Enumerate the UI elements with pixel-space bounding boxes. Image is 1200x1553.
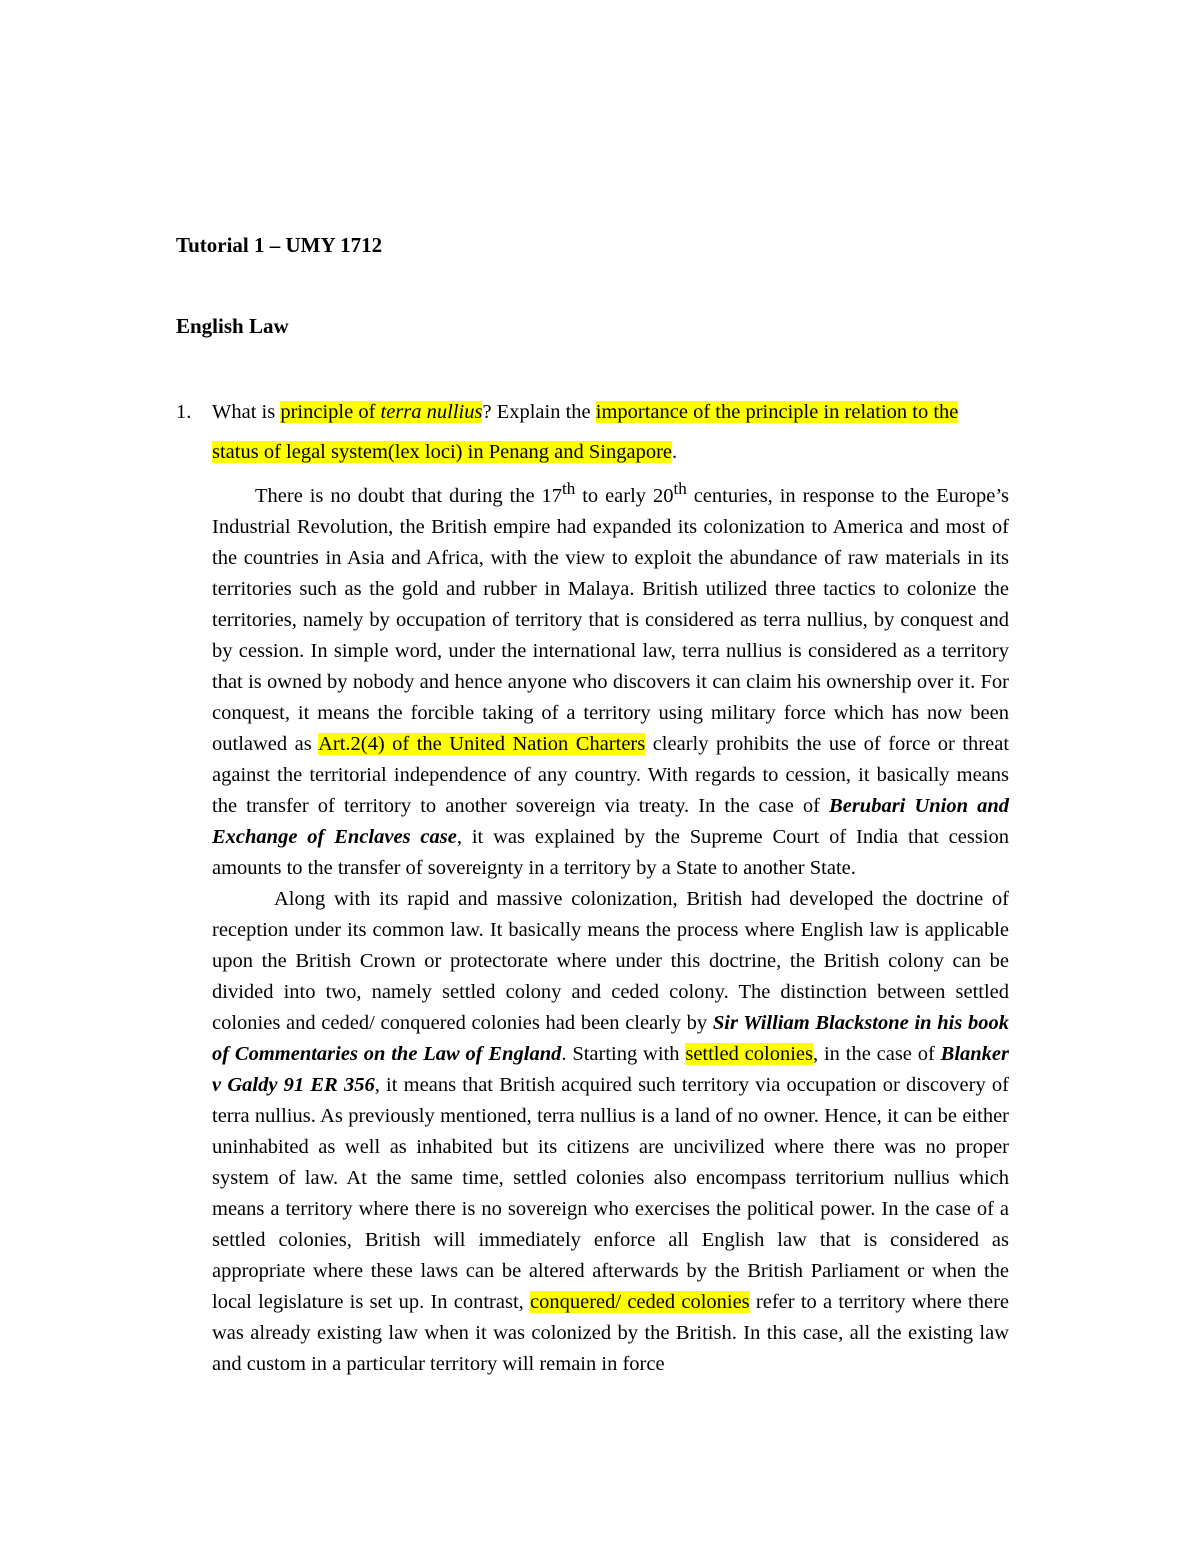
highlight-principle-text: principle of	[280, 401, 381, 423]
highlight-importance: importance of the principle in relation to the status of legal system(lex loci) in Penang and Singapore	[212, 401, 959, 463]
p2-text-4: , it means that British acquired such territory via occupation or discovery of terra nullius. As previously mentioned, terra nullius is a land of no owner. Hence, it can be either uninhabited as well as inhabited but its citizens are uncivilized where there was no proper system of law. At the same time, settled colonies also encompass territorium nullius which means a territory where there is no sovereign who exercises the political power. In the case of a settled colonies, British will immediately enforce all English law that is considered as appropriate where these laws can be altered afterwards by the British Parliament or when the local legislature is set up. In contrast,	[212, 1073, 1009, 1313]
highlight-settled-colonies: settled colonies	[685, 1042, 814, 1065]
highlight-un-charter: Art.2(4) of the United Nation Charters	[318, 732, 646, 755]
p2-text-3: , in the case of	[813, 1042, 941, 1065]
p1-superscript-1: th	[561, 479, 576, 498]
p2-text-5: refer to a territory where there was already existing law when it was colonized by the British. In this case, all the existing law and custom in a particular territory will remain in force	[212, 1290, 1010, 1375]
p1-text-2: to early 20	[575, 484, 674, 507]
book-citation-blackstone: Sir William Blackstone in his book of Commentaries on the Law of England	[212, 1011, 1009, 1065]
question-1	[176, 392, 1010, 472]
paragraph-1	[212, 473, 1009, 884]
p1-text-4: clearly prohibits the use of force or threat against the territorial independence of any country. With regards to cession, it basically means the transfer of territory to another sovereign via treaty. In the case of	[212, 732, 1010, 817]
question-number: 1.	[176, 401, 192, 423]
question-text	[212, 392, 1010, 472]
question-mid: ? Explain the	[482, 401, 596, 423]
paragraph-2	[212, 884, 1009, 1380]
highlight-principle-term: terra nullius	[380, 401, 483, 423]
question-end: .	[672, 441, 678, 463]
p2-text-2: . Starting with	[561, 1042, 686, 1065]
case-citation-berubari: Berubari Union and Exchange of Enclaves case	[212, 794, 1009, 848]
p1-superscript-2: th	[673, 479, 687, 498]
p1-text-1: There is no doubt that during the 17	[255, 484, 562, 507]
section-heading: English Law	[176, 314, 289, 338]
question-prefix: What is	[212, 401, 281, 423]
p1-text-3: centuries, in response to the Europe’s Industrial Revolution, the British empire had expanded its colonization to America and most of the countries in Asia and Africa, with the view to exploit the abundance of raw materials in its territories such as the gold and rubber in Malaya. British utilized three tactics to colonize the territories, namely by occupation of territory that is considered as terra nullius, by conquest and by cession. In simple word, under the international law, terra nullius is considered as a territory that is owned by nobody and hence anyone who discovers it can claim his ownership over it. For conquest, it means the forcible taking of a territory using military force which has now been outlawed as	[212, 484, 1009, 755]
case-citation-blanker: Blanker v Galdy 91 ER 356	[212, 1042, 1009, 1096]
highlight-conquered-colonies: conquered/ ceded colonies	[530, 1290, 750, 1313]
p2-text-1: Along with its rapid and massive colonization, British had developed the doctrine of reception under its common law. It basically means the process where English law is applicable upon the British Crown or protectorate where under this doctrine, the British colony can be divided into two, namely settled colony and ceded colony. The distinction between settled colonies and ceded/ conquered colonies had been clearly by	[212, 887, 1009, 1034]
answer-body	[212, 473, 1009, 1380]
highlight-principle	[280, 401, 482, 423]
p1-text-5: , it was explained by the Supreme Court of India that cession amounts to the transfer of sovereignty in a territory by a State to another State.	[212, 825, 1009, 879]
document-title: Tutorial 1 – UMY 1712	[176, 233, 383, 257]
